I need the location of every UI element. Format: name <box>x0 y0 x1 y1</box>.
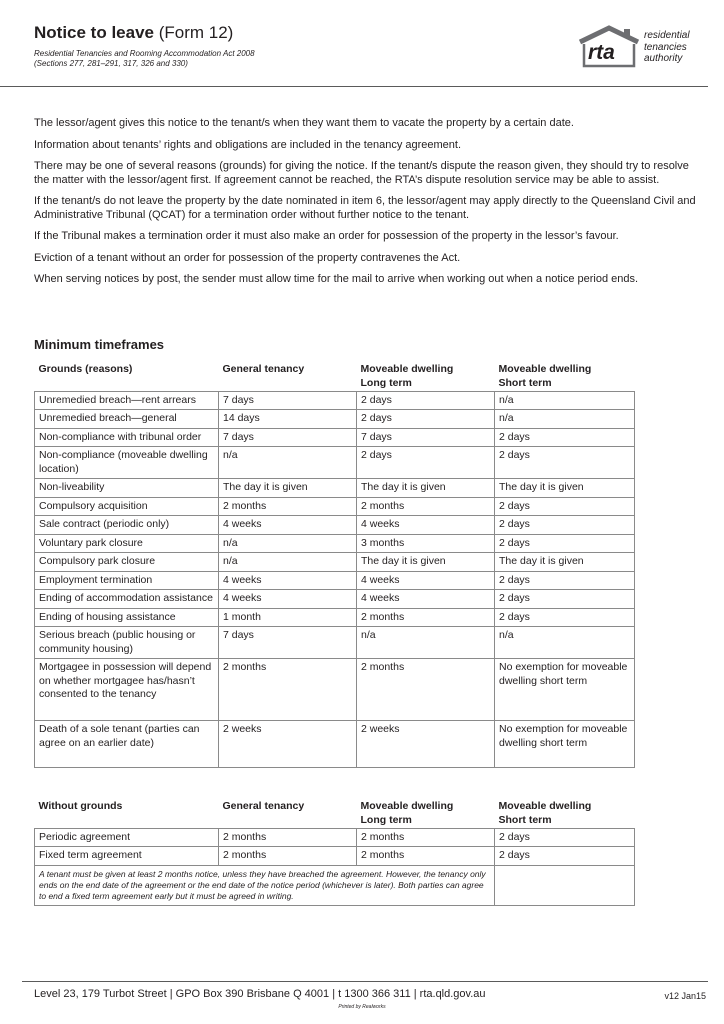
column-header: General tenancy <box>222 363 305 375</box>
table-row <box>35 627 635 659</box>
table-cell: 4 weeks <box>219 516 357 535</box>
legislation-reference <box>34 49 255 69</box>
table-cell: No exemption for moveable dwelling short term <box>495 721 635 768</box>
table-cell: Fixed term agreement <box>35 847 219 866</box>
column-header: Moveable dwelling Long term <box>360 800 454 826</box>
table-cell: n/a <box>219 534 357 553</box>
footer-divider <box>22 981 708 982</box>
title-main: Notice to leave <box>34 23 154 42</box>
table-cell: Voluntary park closure <box>35 534 219 553</box>
table-cell: 2 days <box>495 447 635 479</box>
intro-paragraph: If the tenant/s do not leave the property by the date nominated in item 6, the lessor/agent may apply directly to the Queensland Civil and Administrative Tribunal (QCAT) for a termination order without further notice to the tenant. <box>34 195 696 221</box>
logo-line-1: residential <box>644 30 690 41</box>
table-cell: Unremedied breach—rent arrears <box>35 391 219 410</box>
table-cell: The day it is given <box>357 553 495 572</box>
intro-paragraph: When serving notices by post, the sender must allow time for the mail to arrive when working out when a notice period ends. <box>34 273 639 285</box>
footer-contact: Level 23, 179 Turbot Street | GPO Box 390 Brisbane Q 4001 | t 1300 366 311 | rta.qld.gov.au <box>34 988 486 1000</box>
table-row <box>35 391 635 410</box>
table-cell: 2 days <box>495 590 635 609</box>
table-cell: 14 days <box>219 410 357 429</box>
table-cell: n/a <box>357 627 495 659</box>
table-cell: Unremedied breach—general <box>35 410 219 429</box>
table-cell: 4 weeks <box>219 590 357 609</box>
table-cell: The day it is given <box>495 553 635 572</box>
table-row <box>35 410 635 429</box>
table-cell: n/a <box>219 447 357 479</box>
table-row <box>35 590 635 609</box>
table-cell: 2 months <box>219 828 357 847</box>
intro-paragraph: Eviction of a tenant without an order for possession of the property contravenes the Act. <box>34 251 461 264</box>
table-cell: 2 days <box>495 428 635 447</box>
table-cell: Compulsory acquisition <box>35 497 219 516</box>
table-cell: 2 months <box>219 847 357 866</box>
table-cell: 2 months <box>219 497 357 516</box>
column-header: General tenancy <box>222 800 305 812</box>
intro-paragraph: Information about tenants’ rights and obligations are included in the tenancy agreement. <box>34 138 462 151</box>
table-row <box>35 659 635 721</box>
table-cell: Ending of housing assistance <box>35 608 219 627</box>
table-row <box>35 534 635 553</box>
column-header: Without grounds <box>38 800 123 812</box>
logo-mark: rta <box>588 41 615 64</box>
table-header-row <box>35 363 635 391</box>
table-cell: n/a <box>495 627 635 659</box>
table-header-row <box>35 800 635 828</box>
table-row <box>35 479 635 498</box>
table-row <box>35 497 635 516</box>
table-row <box>35 447 635 479</box>
version-label: v12 Jan15 <box>664 991 706 1001</box>
table-cell: Compulsory park closure <box>35 553 219 572</box>
table-cell: n/a <box>219 553 357 572</box>
act-name: Residential Tenancies and Rooming Accommodation Act 2008 <box>34 49 255 58</box>
table-cell: Mortgagee in possession will depend on whether mortgagee has/hasn’t consented to the tenancy <box>35 659 219 721</box>
table-cell: Serious breach (public housing or community housing) <box>35 627 219 659</box>
table-row <box>35 428 635 447</box>
printed-by: Printed by Realworks <box>338 1004 386 1010</box>
table-cell: 2 days <box>495 497 635 516</box>
page-title <box>34 22 233 44</box>
logo-line-3: authority <box>644 53 683 64</box>
table-cell: 7 days <box>219 627 357 659</box>
table-cell: 2 days <box>357 391 495 410</box>
form-header <box>0 0 724 88</box>
table-cell: 4 weeks <box>219 571 357 590</box>
table-cell: 2 days <box>495 516 635 535</box>
table-cell: 2 months <box>357 847 495 866</box>
table-cell: 2 months <box>219 659 357 721</box>
table-cell: 2 months <box>357 828 495 847</box>
table-row <box>35 571 635 590</box>
table-cell: Ending of accommodation assistance <box>35 590 219 609</box>
table-cell: 2 months <box>357 659 495 721</box>
table-cell <box>495 865 635 905</box>
fixed-term-note: A tenant must be given at least 2 months notice, unless they have breached the agreement. However, the tenancy only ends on the end date of the agreement or the end date of the notice period (whichever is later). Both parties can agree to end a fixed term agreement early but it must be agreed in writing. <box>35 865 495 905</box>
column-header: Moveable dwelling Long term <box>360 363 454 389</box>
table-row <box>35 516 635 535</box>
table-cell: No exemption for moveable dwelling short term <box>495 659 635 721</box>
table-cell: 2 days <box>495 608 635 627</box>
table-cell: 2 weeks <box>357 721 495 768</box>
timeframes-heading: Minimum timeframes <box>34 337 165 352</box>
table-cell: 1 month <box>219 608 357 627</box>
table-cell: n/a <box>495 391 635 410</box>
header-divider <box>0 86 708 87</box>
table-cell: 3 months <box>357 534 495 553</box>
table-cell: 2 weeks <box>219 721 357 768</box>
table-cell: 2 days <box>495 571 635 590</box>
column-header: Moveable dwelling Short term <box>498 800 592 826</box>
table-cell: The day it is given <box>495 479 635 498</box>
table-cell: 2 months <box>357 608 495 627</box>
table-cell: Death of a sole tenant (parties can agree on an earlier date) <box>35 721 219 768</box>
table-cell: 4 weeks <box>357 516 495 535</box>
table-cell: 7 days <box>219 391 357 410</box>
table-cell: Sale contract (periodic only) <box>35 516 219 535</box>
table-cell: 2 months <box>357 497 495 516</box>
intro-paragraph: There may be one of several reasons (grounds) for giving the notice. If the tenant/s dispute the reason given, they should try to resolve the matter with the lessor/agent first. If agreement cannot be reached, the RTA’s dispute resolution service may be able to assist. <box>34 160 689 186</box>
table-cell: Non-liveability <box>35 479 219 498</box>
intro-paragraph: The lessor/agent gives this notice to the tenant/s when they want them to vacate the property by a certain date. <box>34 117 574 129</box>
table-cell: 7 days <box>357 428 495 447</box>
act-sections: (Sections 277, 281–291, 317, 326 and 330) <box>34 59 188 68</box>
table-cell: 2 days <box>495 534 635 553</box>
logo-line-2: tenancies <box>644 41 687 53</box>
table-row <box>35 553 635 572</box>
column-header: Moveable dwelling Short term <box>498 363 592 389</box>
without-grounds-table <box>34 800 635 906</box>
minimum-timeframes-table <box>34 363 635 768</box>
table-cell: 2 days <box>357 447 495 479</box>
table-cell: Non-compliance (moveable dwelling location) <box>35 447 219 479</box>
table-cell: Employment termination <box>35 571 219 590</box>
intro-paragraph: If the Tribunal makes a termination order it must also make an order for possession of the property in the lessor’s favour. <box>34 230 619 242</box>
table-cell: 2 days <box>495 828 635 847</box>
intro-text <box>34 117 702 295</box>
table-row <box>35 721 635 768</box>
table-cell: Non-compliance with tribunal order <box>35 428 219 447</box>
note-row <box>35 865 635 905</box>
table-cell: 4 weeks <box>357 571 495 590</box>
table-cell: 4 weeks <box>357 590 495 609</box>
column-header: Grounds (reasons) <box>38 363 133 375</box>
table-row <box>35 847 635 866</box>
table-cell: 2 days <box>357 410 495 429</box>
table-cell: n/a <box>495 410 635 429</box>
table-cell: Periodic agreement <box>35 828 219 847</box>
title-form-number: (Form 12) <box>154 23 234 42</box>
table-cell: The day it is given <box>219 479 357 498</box>
table-cell: 2 days <box>495 847 635 866</box>
table-cell: 7 days <box>219 428 357 447</box>
table-row <box>35 608 635 627</box>
table-cell: The day it is given <box>357 479 495 498</box>
rta-logo-text <box>644 30 690 65</box>
table-row <box>35 828 635 847</box>
